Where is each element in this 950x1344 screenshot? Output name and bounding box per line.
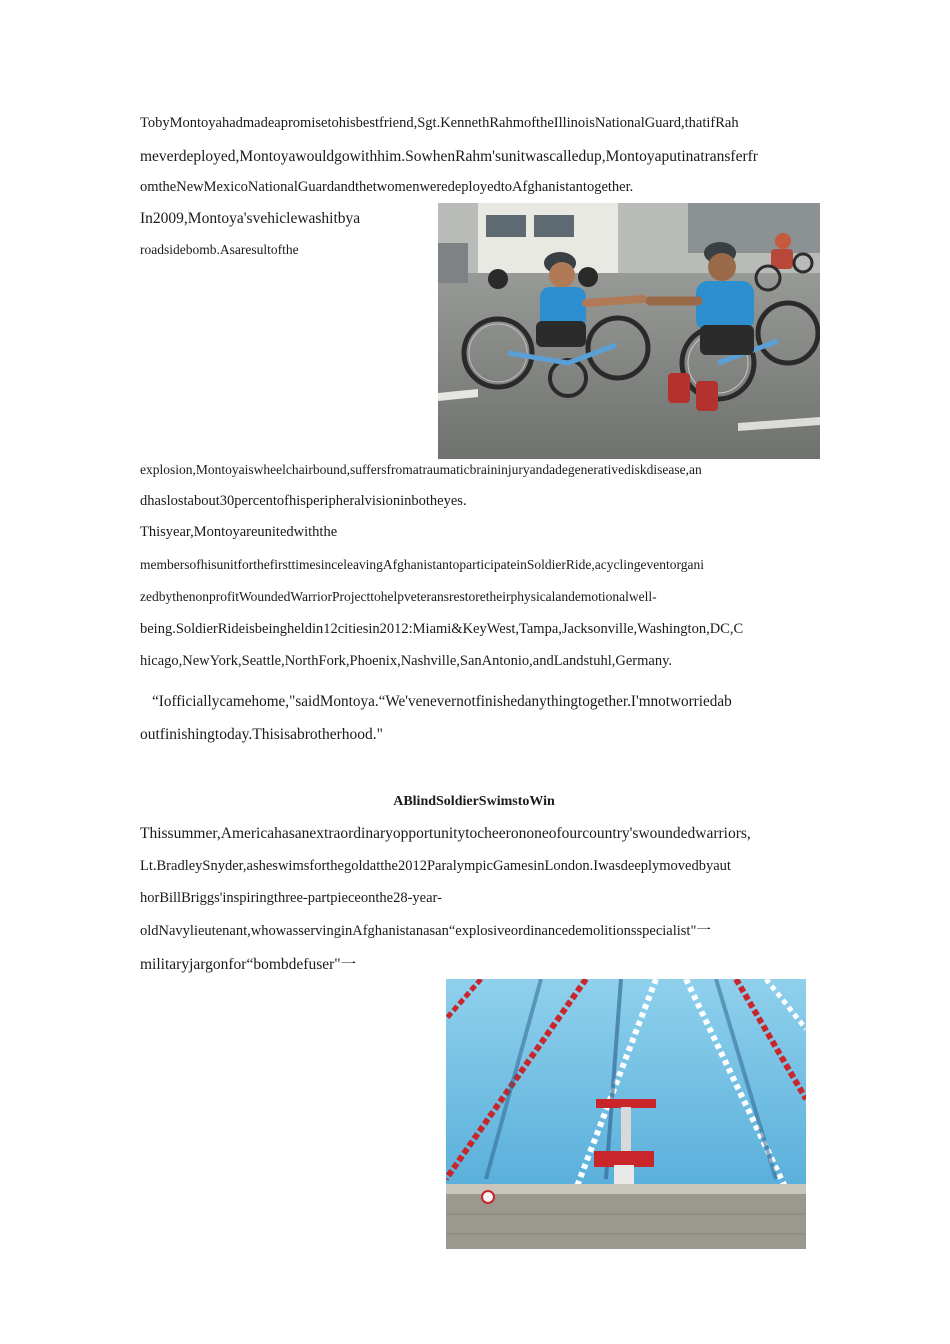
paragraph-line: omtheNewMexicoNationalGuardandthetwomenweredeployedtoAfghanistantogether. — [140, 179, 634, 195]
hand-cyclists-photo — [438, 203, 820, 459]
paragraph-line: explosion,Montoyaiswheelchairbound,suffersfromatraumaticbraininjuryandadegenerativediskdisease,an — [140, 462, 702, 477]
paragraph-line: militaryjargonfor“bombdefuser"一 — [140, 956, 357, 973]
paragraph-line: being.SoldierRideisbeingheldin12citiesin2012:Miami&KeyWest,Tampa,Jacksonville,Washington,DC,C — [140, 621, 744, 637]
paragraph-line: Thissummer,Americahasanextraordinaryopportunitytocheerononeofourcountry'swoundedwarriors, — [140, 825, 751, 842]
paragraph-line: dhaslostabout30percentofhisperipheralvisioninbotheyes. — [140, 493, 467, 509]
paragraph-line: meverdeployed,Montoyawouldgowithhim.SowhenRahm'sunitwascalledup,Montoyaputinatransferfr — [140, 148, 758, 165]
paragraph-line: zedbythenonprofitWoundedWarriorProjecttohelpveteransrestoretheirphysicalandemotionalwell- — [140, 589, 657, 604]
swimming-pool-photo — [446, 979, 806, 1249]
paragraph-line: oldNavylieutenant,whowasservinginAfghanistanasan“explosiveordinancedemolitionsspecialist"一 — [140, 923, 711, 939]
paragraph-line: membersofhisunitforthefirsttimesinceleavingAfghanistantoparticipateinSoldierRide,acyclingeventorgani — [140, 557, 704, 572]
quote-line: “Iofficiallycamehome,"saidMontoya.“We'venevernotfinishedanythingtogether.I'mnotworriedab — [152, 693, 732, 710]
paragraph-line: hicago,NewYork,Seattle,NorthFork,Phoenix,Nashville,SanAntonio,andLandstuhl,Germany. — [140, 653, 672, 669]
paragraph-line: TobyMontoyahadmadeapromisetohisbestfriend,Sgt.KennethRahmoftheIllinoisNationalGuard,thatifRah — [140, 115, 739, 131]
paragraph-line: Lt.BradleySnyder,asheswimsforthegoldatthe2012ParalympicGamesinLondon.Iwasdeeplymovedbyaut — [140, 858, 731, 874]
paragraph-line: horBillBriggs'inspiringthree-partpieceonthe28-year- — [140, 890, 442, 906]
section-heading: ABlindSoldierSwimstoWin — [393, 794, 555, 809]
paragraph-line: roadsidebomb.Asaresultofthe — [140, 242, 299, 257]
paragraph-line: Thisyear,Montoyareunitedwiththe — [140, 524, 338, 540]
quote-line: outfinishingtoday.Thisisabrotherhood." — [140, 726, 383, 743]
paragraph-line: In2009,Montoya'svehiclewashitbya — [140, 210, 361, 227]
